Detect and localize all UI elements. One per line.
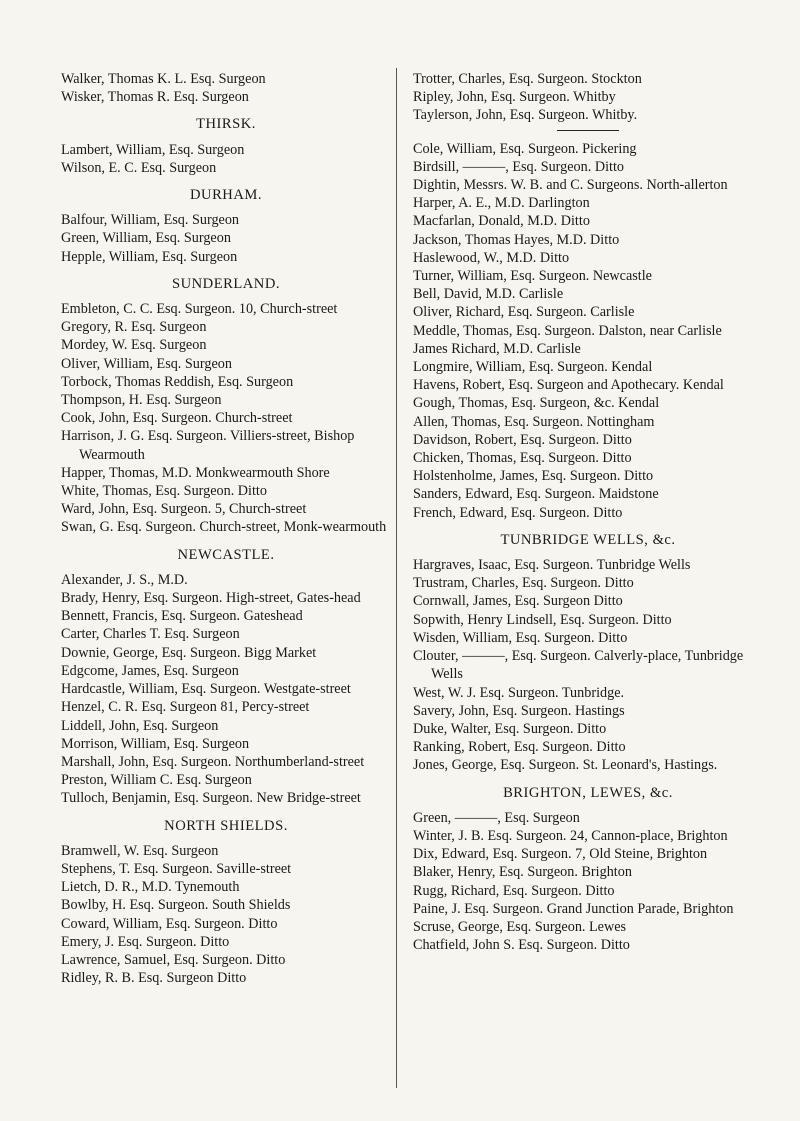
directory-entry: Oliver, Richard, Esq. Surgeon. Carlisle — [413, 304, 635, 321]
directory-entry: Rugg, Richard, Esq. Surgeon. Ditto — [413, 882, 615, 899]
directory-entry: Brady, Henry, Esq. Surgeon. High-street, Gates-head — [61, 590, 361, 607]
directory-entry: Oliver, William, Esq. Surgeon — [61, 355, 232, 372]
section-heading-thirsk: THIRSK. — [196, 116, 256, 133]
directory-entry: Haslewood, W., M.D. Ditto — [413, 249, 570, 266]
directory-entry: Tulloch, Benjamin, Esq. Surgeon. New Bridge-street — [61, 790, 361, 807]
directory-entry: Davidson, Robert, Esq. Surgeon. Ditto — [413, 431, 632, 448]
section-heading-sunderland: SUNDERLAND. — [171, 275, 281, 292]
column-divider — [396, 68, 397, 1088]
directory-entry: Duke, Walter, Esq. Surgeon. Ditto — [413, 720, 607, 737]
directory-entry: Mordey, W. Esq. Surgeon — [61, 337, 207, 354]
directory-entry: Coward, William, Esq. Surgeon. Ditto — [61, 915, 278, 932]
directory-entry: Chatfield, John S. Esq. Surgeon. Ditto — [413, 937, 630, 954]
directory-entry: Cole, William, Esq. Surgeon. Pickering — [413, 140, 637, 157]
directory-entry: Cook, John, Esq. Surgeon. Church-street — [61, 410, 293, 427]
directory-entry: Macfarlan, Donald, M.D. Ditto — [413, 213, 590, 230]
directory-entry: Taylerson, John, Esq. Surgeon. Whitby. — [413, 107, 638, 124]
directory-entry: Happer, Thomas, M.D. Monkwearmouth Shore — [61, 464, 330, 481]
section-heading-newcastle: NEWCASTLE. — [177, 546, 275, 563]
directory-entry: Morrison, William, Esq. Surgeon — [61, 735, 250, 752]
directory-entry: Chicken, Thomas, Esq. Surgeon. Ditto — [413, 450, 632, 467]
directory-entry: Scruse, George, Esq. Surgeon. Lewes — [413, 918, 627, 935]
directory-entry: Hepple, William, Esq. Surgeon — [61, 248, 238, 265]
directory-entry: Lietch, D. R., M.D. Tynemouth — [61, 879, 240, 896]
directory-entry: Green, ———, Esq. Surgeon — [413, 809, 580, 826]
directory-entry: Allen, Thomas, Esq. Surgeon. Nottingham — [413, 413, 655, 430]
directory-entry: Henzel, C. R. Esq. Surgeon 81, Percy-street — [61, 699, 310, 716]
directory-entry: Bowlby, H. Esq. Surgeon. South Shields — [61, 897, 291, 914]
section-heading-tunbridge-wells-c: TUNBRIDGE WELLS, &c. — [500, 531, 676, 548]
directory-entry: Cornwall, James, Esq. Surgeon Ditto — [413, 593, 623, 610]
directory-entry: Green, William, Esq. Surgeon — [61, 230, 231, 247]
directory-entry: Ripley, John, Esq. Surgeon. Whitby — [413, 89, 616, 106]
directory-entry: Lawrence, Samuel, Esq. Surgeon. Ditto — [61, 951, 286, 968]
directory-entry: Hardcastle, William, Esq. Surgeon. Westgate-street — [61, 681, 351, 698]
directory-entry: Wilson, E. C. Esq. Surgeon — [61, 159, 217, 176]
directory-entry: Torbock, Thomas Reddish, Esq. Surgeon — [61, 373, 294, 390]
directory-entry: Birdsill, ———, Esq. Surgeon. Ditto — [413, 158, 624, 175]
directory-entry: Harper, A. E., M.D. Darlington — [413, 195, 590, 212]
directory-entry: Jones, George, Esq. Surgeon. St. Leonard's, Hastings. — [413, 757, 718, 774]
directory-entry: Paine, J. Esq. Surgeon. Grand Junction Parade, Brighton — [413, 900, 734, 917]
directory-entry: French, Edward, Esq. Surgeon. Ditto — [413, 504, 623, 521]
directory-entry: Sopwith, Henry Lindsell, Esq. Surgeon. Ditto — [413, 611, 672, 628]
directory-entry: Ranking, Robert, Esq. Surgeon. Ditto — [413, 739, 626, 756]
directory-entry: Balfour, William, Esq. Surgeon — [61, 212, 240, 229]
directory-entry: Jackson, Thomas Hayes, M.D. Ditto — [413, 231, 620, 248]
section-heading-north-shields: NORTH SHIELDS. — [164, 817, 288, 834]
directory-entry: Embleton, C. C. Esq. Surgeon. 10, Church-street — [61, 301, 338, 318]
directory-entry: Turner, William, Esq. Surgeon. Newcastle — [413, 268, 652, 285]
directory-entry: Carter, Charles T. Esq. Surgeon — [61, 626, 240, 643]
directory-entry: Lambert, William, Esq. Surgeon — [61, 141, 245, 158]
directory-entry: Dix, Edward, Esq. Surgeon. 7, Old Steine, Brighton — [413, 846, 708, 863]
directory-entry: Downie, George, Esq. Surgeon. Bigg Market — [61, 644, 317, 661]
directory-entry: Hargraves, Isaac, Esq. Surgeon. Tunbridge Wells — [413, 557, 691, 574]
directory-entry: Longmire, William, Esq. Surgeon. Kendal — [413, 359, 653, 376]
directory-entry: James Richard, M.D. Carlisle — [413, 340, 581, 357]
directory-entry: Gough, Thomas, Esq. Surgeon, &c. Kendal — [413, 395, 660, 412]
directory-entry: Bennett, Francis, Esq. Surgeon. Gateshead — [61, 608, 303, 625]
directory-entry: Wisker, Thomas R. Esq. Surgeon — [61, 89, 249, 106]
directory-entry: White, Thomas, Esq. Surgeon. Ditto — [61, 483, 267, 500]
directory-entry: Walker, Thomas K. L. Esq. Surgeon — [61, 71, 266, 87]
directory-entry: Holstenholme, James, Esq. Surgeon. Ditto — [413, 468, 654, 485]
directory-entry: Trustram, Charles, Esq. Surgeon. Ditto — [413, 575, 634, 592]
directory-entry: Blaker, Henry, Esq. Surgeon. Brighton — [413, 864, 632, 881]
directory-entry: Trotter, Charles, Esq. Surgeon. Stockton — [413, 71, 642, 87]
directory-entry: Savery, John, Esq. Surgeon. Hastings — [413, 702, 625, 719]
section-rule — [557, 130, 619, 131]
directory-entry: Gregory, R. Esq. Surgeon — [61, 319, 207, 336]
directory-entry: Liddell, John, Esq. Surgeon — [61, 717, 219, 734]
directory-entry: Winter, J. B. Esq. Surgeon. 24, Cannon-place, Brighton — [413, 827, 728, 844]
directory-entry: West, W. J. Esq. Surgeon. Tunbridge. — [413, 684, 625, 701]
directory-entry: Dightin, Messrs. W. B. and C. Surgeons. North-allerton — [413, 177, 728, 194]
directory-entry: Havens, Robert, Esq. Surgeon and Apothecary. Kendal — [413, 377, 724, 394]
directory-entry: Stephens, T. Esq. Surgeon. Saville-street — [61, 860, 292, 877]
directory-entry: Wisden, William, Esq. Surgeon. Ditto — [413, 629, 628, 646]
directory-entry: Ward, John, Esq. Surgeon. 5, Church-street — [61, 501, 307, 518]
section-heading-brighton-lewes-c: BRIGHTON, LEWES, &c. — [503, 784, 673, 801]
directory-entry: Clouter, ———, Esq. Surgeon. Calverly-place, Tunbridge Wells — [413, 648, 744, 683]
directory-entry: Alexander, J. S., M.D. — [61, 571, 188, 588]
left-column — [61, 70, 391, 987]
directory-entry: Swan, G. Esq. Surgeon. Church-street, Monk-wearmouth — [61, 519, 387, 536]
directory-entry: Meddle, Thomas, Esq. Surgeon. Dalston, near Carlisle — [413, 322, 722, 339]
directory-entry: Bramwell, W. Esq. Surgeon — [61, 842, 219, 859]
directory-entry: Harrison, J. G. Esq. Surgeon. Villiers-street, Bishop Wearmouth — [61, 428, 355, 463]
directory-entry: Bell, David, M.D. Carlisle — [413, 286, 564, 303]
directory-entry: Edgcome, James, Esq. Surgeon — [61, 662, 239, 679]
directory-entry: Emery, J. Esq. Surgeon. Ditto — [61, 933, 230, 950]
directory-entry: Thompson, H. Esq. Surgeon — [61, 392, 222, 409]
directory-entry: Ridley, R. B. Esq. Surgeon Ditto — [61, 970, 247, 987]
directory-entry: Preston, William C. Esq. Surgeon — [61, 772, 252, 789]
directory-entry: Marshall, John, Esq. Surgeon. Northumberland-street — [61, 753, 365, 770]
section-heading-durham: DURHAM. — [189, 187, 262, 204]
directory-entry: Sanders, Edward, Esq. Surgeon. Maidstone — [413, 486, 659, 503]
right-column — [413, 70, 763, 954]
